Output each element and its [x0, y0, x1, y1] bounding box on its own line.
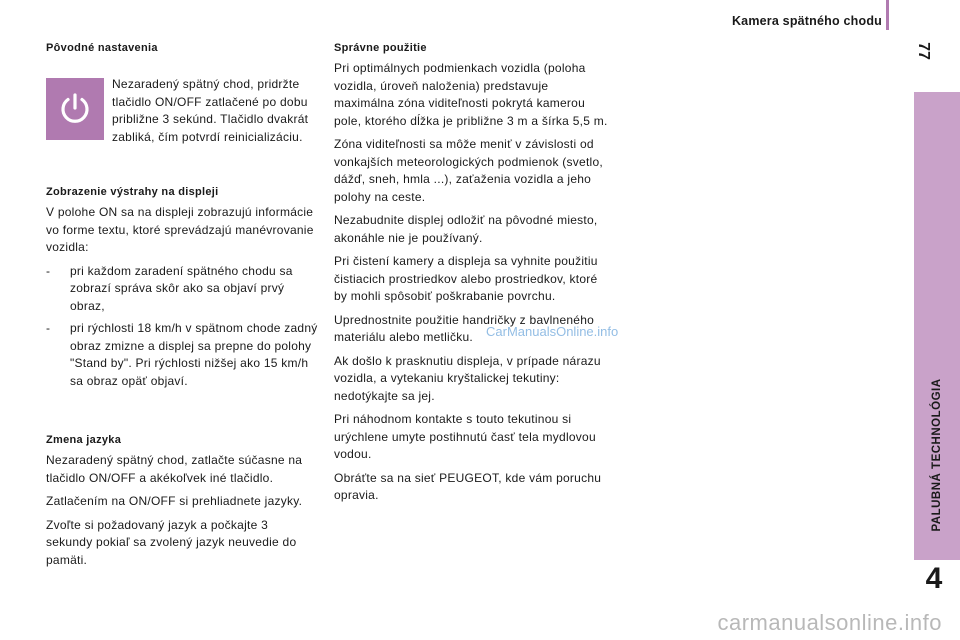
language-paragraph: Zvoľte si požadovaný jazyk a počkajte 3 sekundy pokiaľ sa zvolený jazyk neuvedie do pamäti. [46, 517, 297, 567]
default-settings-block [46, 60, 318, 164]
list-item: - pri rýchlosti 18 km/h v spätnom chode zadný obraz zmizne a displej sa prepne do polohy "Stand by". Pri rýchlosti nižšej ako 15 km/h sa obraz opäť objaví. [46, 320, 318, 390]
language-paragraph: Zatlačením na ON/OFF si prehliadnete jazyky. [46, 494, 303, 508]
proper-use-paragraph: Nezabudnite displej odložiť na pôvodné miesto, akonáhle nie je používaný. [334, 213, 598, 245]
page-number: 77 [915, 42, 932, 60]
watermark-middle: CarManualsOnline.info [486, 324, 619, 339]
proper-use-paragraph: Obráťte sa na sieť PEUGEOT, kde vám poruchu opravia. [334, 470, 602, 502]
proper-use-paragraph: Uprednostnite použitie handričky z bavlneného materiálu alebo metličku. [334, 312, 595, 344]
language-heading: Zmena jazyka [46, 434, 122, 446]
warning-display-list [46, 263, 318, 391]
proper-use-paragraph: Ak došlo k prasknutiu displeja, v prípade nárazu vozidla, a vytekaniu kryštalickej tekutiny: nedotýkajte sa jej. [334, 353, 601, 403]
header-accent-bar [886, 0, 889, 30]
chapter-number: 4 [925, 562, 943, 595]
language-paragraph: Nezaradený spätný chod, zatlačte súčasne na tlačidlo ON/OFF a akékoľvek iné tlačidlo. [46, 453, 303, 485]
section-title: Kamera spätného chodu [731, 14, 882, 28]
right-column [334, 42, 610, 511]
proper-use-paragraph: Pri optimálnych podmienkach vozidla (poloha vozidla, úroveň naloženia) predstavuje maximálna zóna viditeľnosti pokrytá kamerou pole, ktorého dĺžka je približne 3 m a šírka 5,5 m. [334, 61, 608, 128]
proper-use-paragraph: Zóna viditeľnosti sa môže meniť v závislosti od vonkajších meteorologických podmienok (svetlo, dážď, sneh, hmla ...), zaťaženia vozidla a jeho polohy na ceste. [334, 137, 603, 204]
default-settings-heading: Pôvodné nastavenia [46, 42, 158, 54]
chapter-label: PALUBNÁ TECHNOLÓGIA [931, 378, 943, 532]
default-settings-text: Nezaradený spätný chod, pridržte tlačidlo ON/OFF zatlačené po dobu približne 3 sekúnd. Tlačidlo dvakrát zabliká, čím potvrdí reinicializáciu. [112, 77, 309, 144]
left-column [46, 42, 318, 575]
proper-use-heading: Správne použitie [334, 42, 427, 54]
proper-use-paragraph: Pri náhodnom kontakte s touto tekutinou si urýchlene umyte postihnutú časť tela mydlovou vodou. [334, 412, 596, 461]
warning-display-intro: V polohe ON sa na displeji zobrazujú informácie vo forme textu, ktoré sprevádzajú manévrovanie vozidla: [46, 205, 314, 254]
language-section [46, 434, 318, 569]
power-icon [46, 78, 104, 140]
warning-display-heading: Zobrazenie výstrahy na displeji [46, 186, 219, 198]
proper-use-paragraph: Pri čistení kamery a displeja sa vyhnite použitiu čistiacich prostriedkov alebo prostriedkov, ktoré by mohli spôsobiť poškrabanie povrchu. [334, 254, 598, 303]
list-item: - pri každom zaradení spätného chodu sa zobrazí správa skôr ako sa objaví prvý obraz, [46, 263, 318, 316]
watermark-bottom: carmanualsonline.info [717, 610, 942, 635]
